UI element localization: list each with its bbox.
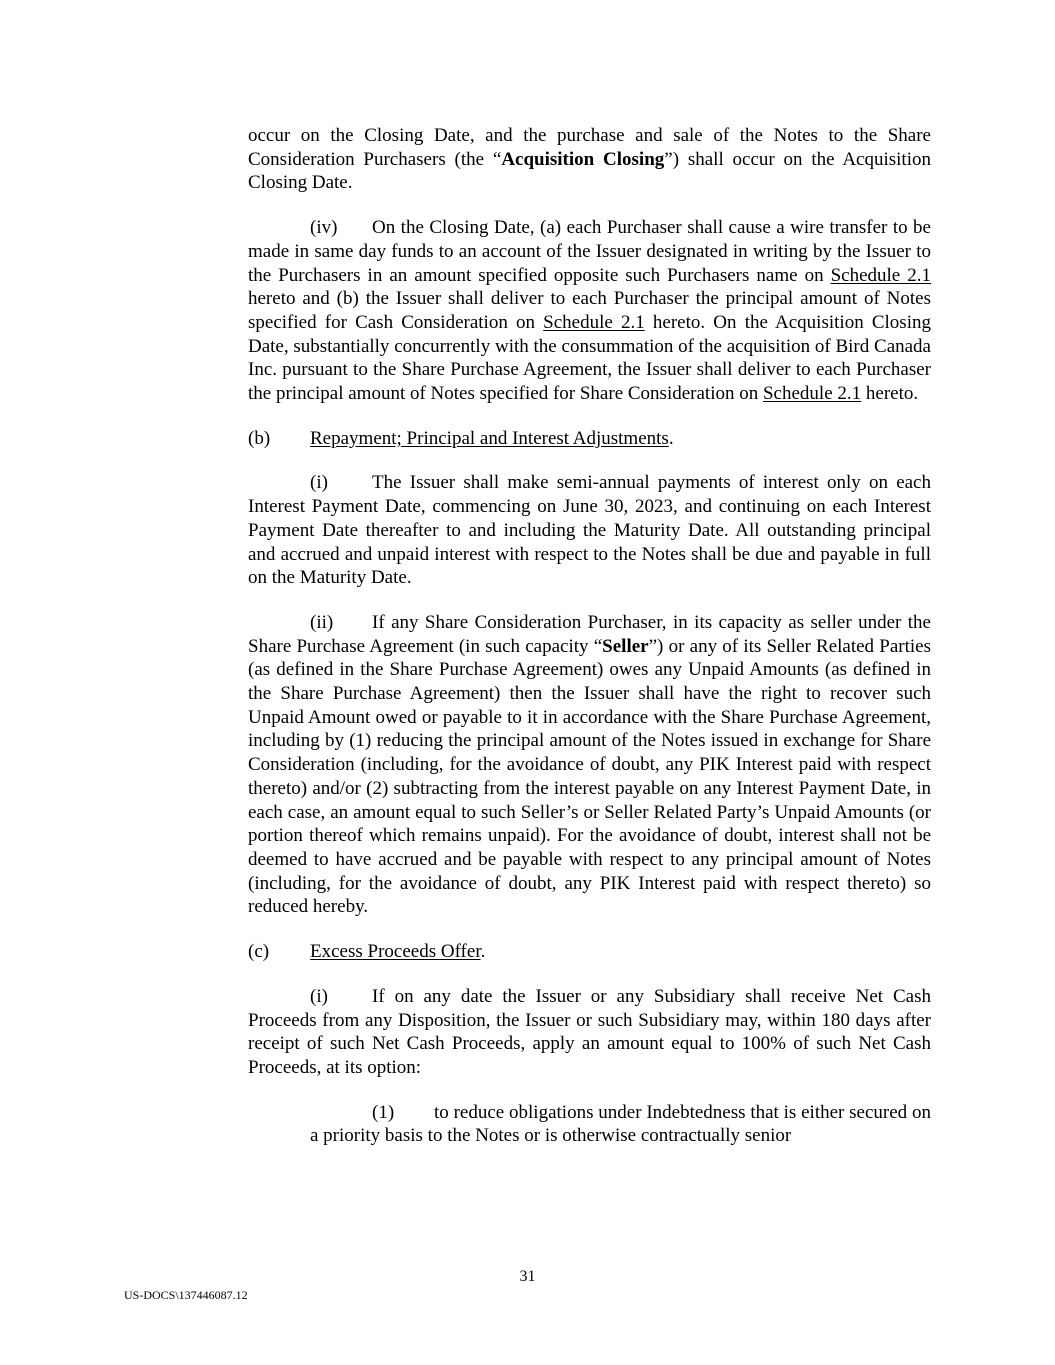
clause-number: (iv) [310, 217, 338, 239]
page-number: 31 [519, 1268, 536, 1285]
section-heading-c: (c) Excess Proceeds Offer. [248, 941, 486, 963]
section-number: (c) [248, 941, 270, 963]
schedule-reference: Schedule 2.1 [830, 264, 931, 286]
paragraph-b-ii: (ii) If any Share Consideration Purchaser, in its capacity as seller under the Share Purchase Agreement (in such capacity “Seller”) or any of its Seller Related Parties (as defined in the Share Purchase Agreement) owes any Unpaid Amounts (as defined in the Share Purchase Agreement) then the Issuer shall have the right to recover such Unpaid Amount owed or payable to it in accordance with the Share Purchase Agreement, including by (1) reducing the principal amount of the Notes issued in exchange for Share Consideration (including, for the avoidance of doubt, any PIK Interest paid with respect thereto) and/or (2) subtracting from the interest payable on any Interest Payment Date, in each case, an amount equal to such Seller’s or Seller Related Party’s Unpaid Amounts (or portion thereof which remains unpaid). For the avoidance of doubt, interest shall not be deemed to have accrued and be payable with respect to any principal amount of Notes (including, for the avoidance of doubt, any PIK Interest paid with respect thereto) so reduced hereby. [248, 611, 931, 918]
document-body [248, 124, 931, 1169]
schedule-reference: Schedule 2.1 [762, 383, 862, 405]
clause-number: (ii) [310, 611, 334, 633]
paragraph-iv: (iv) On the Closing Date, (a) each Purchaser shall cause a wire transfer to be made in same day funds to an account of the Issuer designated in writing by the Issuer to the Purchasers in an amount specified opposite such Purchasers name on Schedule 2.1 hereto and (b) the Issuer shall deliver to each Purchaser the principal amount of Notes specified for Cash Consideration on Schedule 2.1 hereto. On the Acquisition Closing Date, substantially concurrently with the consummation of the acquisition of Bird Canada Inc. pursuant to the Share Purchase Agreement, the Issuer shall deliver to each Purchaser the principal amount of Notes specified for Share Consideration on Schedule 2.1 hereto. [248, 217, 931, 405]
document-id: US-DOCS\137446087.12 [124, 1288, 248, 1302]
paragraph-acquisition-closing: occur on the Closing Date, and the purchase and sale of the Notes to the Share Consideration Purchasers (the “Acquisition Closing”) shall occur on the Acquisition Closing Date. [248, 125, 931, 194]
paragraph-c-i: (i) If on any date the Issuer or any Subsidiary shall receive Net Cash Proceeds from any Disposition, the Issuer or such Subsidiary may, within 180 days after receipt of such Net Cash Proceeds, apply an amount equal to 100% of such Net Cash Proceeds, at its option: [248, 985, 931, 1078]
defined-term-acquisition-closing: Acquisition Closing [501, 148, 665, 170]
clause-number: (i) [310, 985, 328, 1007]
clause-number: (i) [310, 472, 328, 494]
defined-term-seller: Seller [602, 635, 649, 657]
section-number: (b) [248, 427, 271, 449]
paragraph-b-i: (i) The Issuer shall make semi-annual payments of interest only on each Interest Payment Date, commencing on June 30, 2023, and continuing on each Interest Payment Date thereafter to and including the Maturity Date. All outstanding principal and accrued and unpaid interest with respect to the Notes shall be due and payable in full on the Maturity Date. [248, 472, 931, 589]
section-title: Excess Proceeds Offer [310, 941, 481, 963]
paragraph-c-i-1: (1) to reduce obligations under Indebtedness that is either secured on a priority basis to the Notes or is otherwise contractually senior [310, 1101, 931, 1147]
section-title: Repayment; Principal and Interest Adjustments [310, 427, 669, 449]
schedule-reference: Schedule 2.1 [543, 311, 645, 333]
section-heading-b: (b) Repayment; Principal and Interest Adjustments. [248, 427, 674, 449]
clause-number: (1) [372, 1101, 395, 1123]
